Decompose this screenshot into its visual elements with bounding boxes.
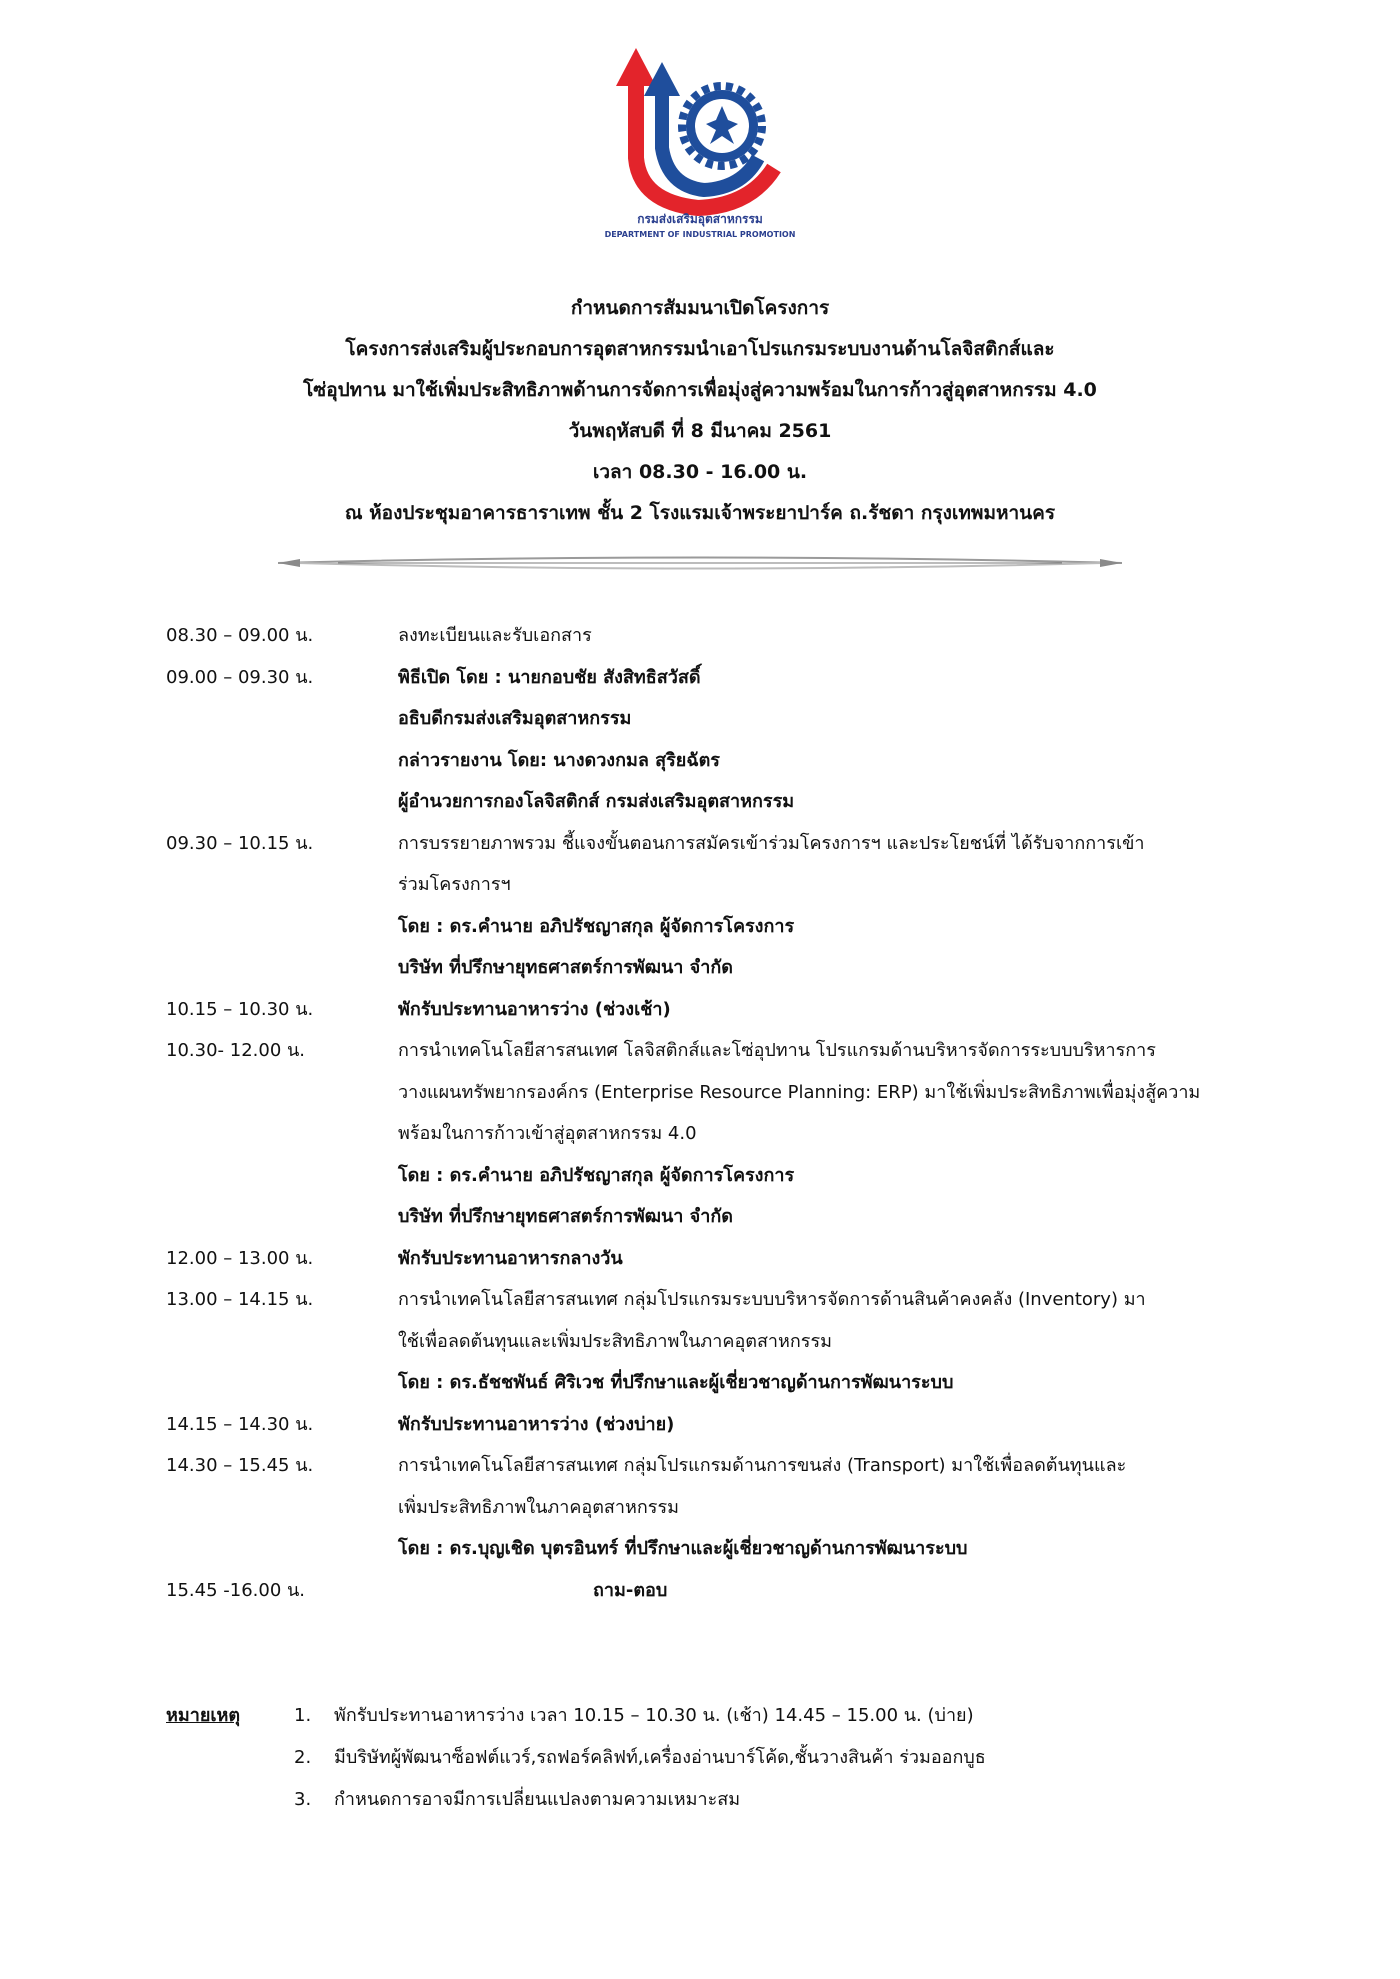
- remark-item: [166, 1737, 1316, 1779]
- header-line: โครงการส่งเสริมผู้ประกอบการอุตสาหกรรมนำเอาโปรแกรมระบบงานด้านโลจิสติกส์และ: [345, 338, 1055, 360]
- agenda-row: [166, 1279, 1316, 1404]
- logo-name-english: DEPARTMENT OF INDUSTRIAL PROMOTION: [604, 230, 796, 239]
- agenda-line: โดย : ดร.ธัชชพันธ์ ศิริเวช ที่ปรึกษาและผู้เชี่ยวชาญด้านการพัฒนาระบบ: [398, 1372, 954, 1393]
- document-header: [0, 288, 1400, 534]
- agenda-time: 13.00 – 14.15 น.: [166, 1289, 314, 1310]
- agenda-time: 09.30 – 10.15 น.: [166, 832, 314, 854]
- agenda-line: ผู้อำนวยการกองโลจิสติกส์ กรมส่งเสริมอุตสาหกรรม: [398, 791, 795, 812]
- agenda-line: การนำเทคโนโลยีสารสนเทศ กลุ่มโปรแกรมระบบบริหารจัดการด้านสินค้าคงคลัง (Inventory) มา: [398, 1289, 1146, 1310]
- agenda-row: [166, 657, 1316, 823]
- agenda-line: ร่วมโครงการฯ: [398, 874, 511, 895]
- remark-item: [166, 1695, 1316, 1737]
- remark-number: 1.: [294, 1705, 312, 1726]
- logo-name-thai: กรมส่งเสริมอุตสาหกรรม: [637, 212, 763, 226]
- agenda-line: ใช้เพื่อลดต้นทุนและเพิ่มประสิทธิภาพในภาคอุตสาหกรรม: [398, 1330, 833, 1352]
- remark-text: กำหนดการอาจมีการเปลี่ยนแปลงตามความเหมาะสม: [334, 1789, 741, 1810]
- agenda-line: พร้อมในการก้าวเข้าสู่อุตสาหกรรม 4.0: [398, 1123, 697, 1144]
- agenda-line: เพิ่มประสิทธิภาพในภาคอุตสาหกรรม: [398, 1496, 679, 1518]
- agenda-line: การนำเทคโนโลยีสารสนเทศ กลุ่มโปรแกรมด้านการขนส่ง (Transport) มาใช้เพื่อลดต้นทุนและ: [398, 1455, 1127, 1476]
- remark-item: [166, 1779, 1316, 1821]
- header-line: วันพฤหัสบดี ที่ 8 มีนาคม 2561: [568, 420, 832, 442]
- department-logo: [600, 40, 800, 250]
- agenda-line: อธิบดีกรมส่งเสริมอุตสาหกรรม: [398, 708, 632, 729]
- agenda-time: 10.30- 12.00 น.: [166, 1040, 306, 1061]
- agenda-line: พิธีเปิด โดย : นายกอบชัย สังสิทธิสวัสดิ์: [398, 666, 701, 688]
- agenda-description: [398, 657, 1316, 823]
- agenda-row: [166, 1570, 1316, 1612]
- agenda-time: 15.45 -16.00 น.: [166, 1579, 306, 1601]
- agenda-line: ลงทะเบียนและรับเอกสาร: [398, 625, 592, 646]
- agenda-row: [166, 615, 1316, 657]
- agenda-description: [398, 823, 1316, 989]
- agenda-line: บริษัท ที่ปรึกษายุทธศาสตร์การพัฒนา จำกัด: [398, 957, 733, 978]
- remark-text: มีบริษัทผู้พัฒนาซ็อฟต์แวร์,รถฟอร์คลิฟท์,เครื่องอ่านบาร์โค้ด,ชั้นวางสินค้า ร่วมออกบูธ: [334, 1747, 986, 1768]
- agenda-description: [398, 615, 1316, 657]
- agenda-line: โดย : ดร.คำนาย อภิปรัชญาสกุล ผู้จัดการโครงการ: [398, 1164, 795, 1186]
- agenda-time: 14.15 – 14.30 น.: [166, 1413, 314, 1435]
- agenda-description: [398, 1445, 1316, 1570]
- header-line: เวลา 08.30 - 16.00 น.: [592, 461, 808, 483]
- ornamental-divider: [278, 548, 1122, 578]
- agenda-time: 08.30 – 09.00 น.: [166, 625, 314, 646]
- agenda-line: พักรับประทานอาหารว่าง (ช่วงเช้า): [398, 998, 671, 1020]
- agenda-row: [166, 1030, 1316, 1238]
- agenda-row: [166, 823, 1316, 989]
- agenda-time: 12.00 – 13.00 น.: [166, 1247, 314, 1269]
- agenda-row: [166, 1404, 1316, 1446]
- agenda-schedule: [166, 615, 1316, 1611]
- remark-number: 2.: [294, 1747, 312, 1768]
- agenda-time: 10.15 – 10.30 น.: [166, 998, 314, 1020]
- agenda-time: 14.30 – 15.45 น.: [166, 1455, 314, 1476]
- agenda-line: กล่าวรายงาน โดย: นางดวงกมล สุริยฉัตร: [398, 749, 720, 771]
- agenda-line: โดย : ดร.คำนาย อภิปรัชญาสกุล ผู้จัดการโครงการ: [398, 915, 795, 937]
- agenda-row: [166, 1445, 1316, 1570]
- remarks-section: [166, 1695, 1316, 1821]
- agenda-line: พักรับประทานอาหารกลางวัน: [398, 1247, 623, 1269]
- header-line: กำหนดการสัมมนาเปิดโครงการ: [570, 297, 830, 319]
- agenda-description: [398, 1279, 1316, 1404]
- agenda-line: บริษัท ที่ปรึกษายุทธศาสตร์การพัฒนา จำกัด: [398, 1206, 733, 1227]
- agenda-description: [398, 1570, 1316, 1612]
- agenda-time: 09.00 – 09.30 น.: [166, 666, 314, 688]
- agenda-row: [166, 989, 1316, 1031]
- agenda-line: ถาม-ตอบ: [593, 1579, 668, 1601]
- agenda-description: [398, 1404, 1316, 1446]
- agenda-line: การนำเทคโนโลยีสารสนเทศ โลจิสติกส์และโซ่อุปทาน โปรแกรมด้านบริหารจัดการระบบบริหารการ: [398, 1040, 1156, 1061]
- agenda-description: [398, 1030, 1316, 1238]
- agenda-line: วางแผนทรัพยากรองค์กร (Enterprise Resource Planning: ERP) มาใช้เพิ่มประสิทธิภาพเพื่อมุ่งสู้ความ: [398, 1081, 1201, 1103]
- agenda-line: การบรรยายภาพรวม ชี้แจงขั้นตอนการสมัครเข้าร่วมโครงการฯ และประโยชน์ที่ ได้รับจากการเข้า: [398, 832, 1145, 854]
- agenda-line: พักรับประทานอาหารว่าง (ช่วงบ่าย): [398, 1413, 675, 1435]
- remarks-label: หมายเหตุ: [166, 1705, 241, 1726]
- remark-text: พักรับประทานอาหารว่าง เวลา 10.15 – 10.30 น. (เช้า) 14.45 – 15.00 น. (บ่าย): [334, 1705, 974, 1726]
- agenda-row: [166, 1238, 1316, 1280]
- header-line: ณ ห้องประชุมอาคารธาราเทพ ชั้น 2 โรงแรมเจ้าพระยาปาร์ค ถ.รัชดา กรุงเทพมหานคร: [344, 502, 1056, 524]
- remarks-label-spacer: [166, 1779, 294, 1821]
- remarks-label-spacer: [166, 1737, 294, 1779]
- header-line: โซ่อุปทาน มาใช้เพิ่มประสิทธิภาพด้านการจัดการเพื่อมุ่งสู่ความพร้อมในการก้าวสู่อุตสาหกรรม 4.0: [303, 379, 1097, 401]
- agenda-description: [398, 1238, 1316, 1280]
- remark-number: 3.: [294, 1789, 312, 1810]
- agenda-line: โดย : ดร.บุญเชิด บุตรอินทร์ ที่ปรึกษาและผู้เชี่ยวชาญด้านการพัฒนาระบบ: [398, 1538, 968, 1559]
- agenda-description: [398, 989, 1316, 1031]
